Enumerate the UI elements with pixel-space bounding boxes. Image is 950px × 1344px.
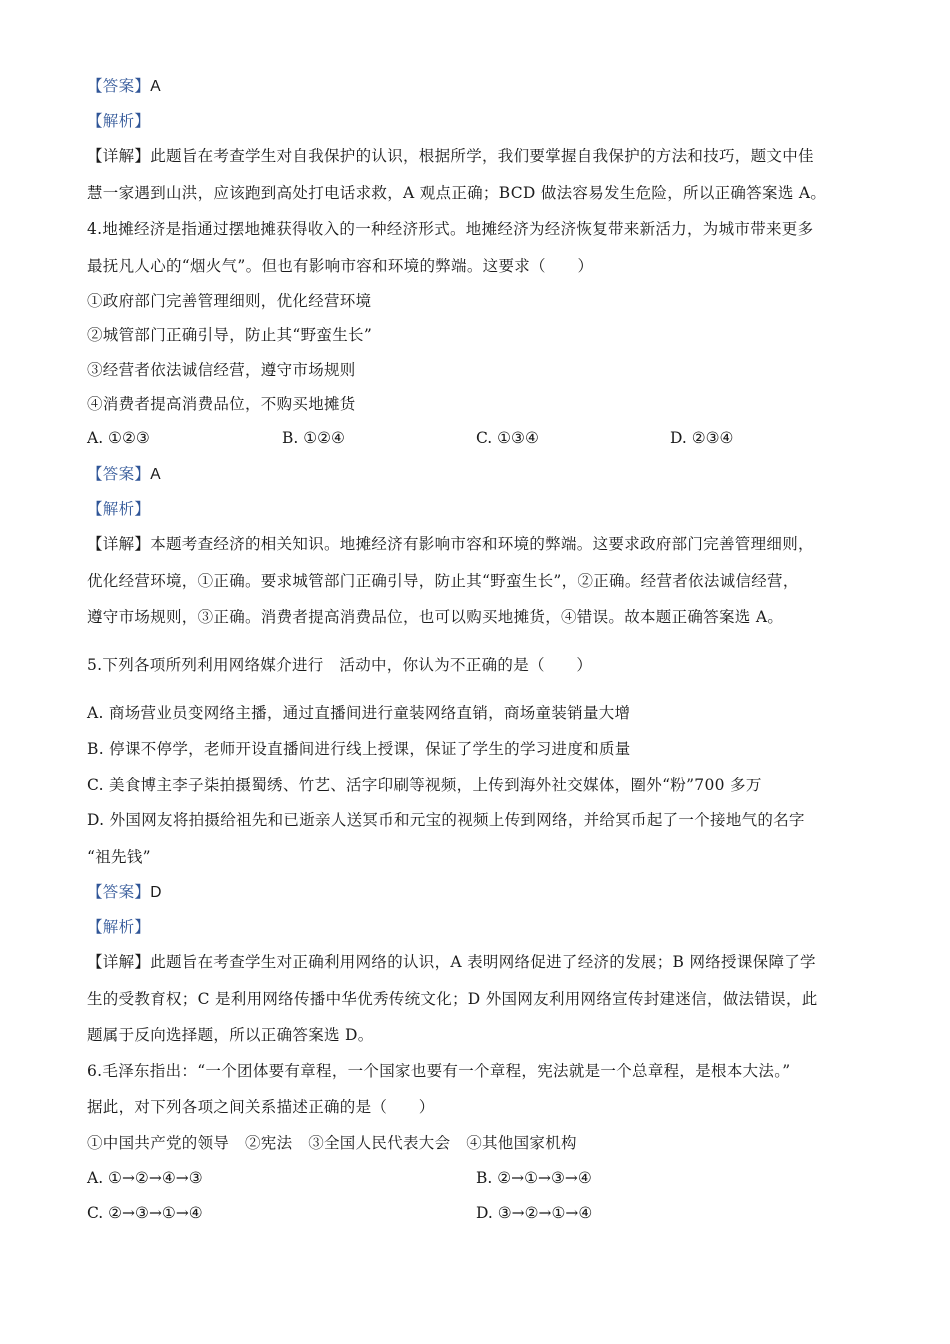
q5-option-c: C. 美食博主李子柒拍摄蜀绣、竹艺、活字印刷等视频，上传到海外社交媒体，圈外“粉”700 多万	[87, 776, 762, 794]
q5-answer-line	[87, 882, 162, 903]
q3-analysis-tag: 【解析】	[87, 112, 151, 130]
q5-option-d-cont: “祖先钱”	[87, 848, 151, 866]
q6-option-b: B. ②→①→③→④	[476, 1169, 592, 1187]
detail-tag: 【详解】	[87, 953, 151, 971]
answer-value: A	[150, 78, 161, 95]
q4-option-c: C. ①③④	[476, 429, 539, 447]
q3-answer-line	[87, 76, 161, 97]
q5-analysis-tag: 【解析】	[87, 918, 151, 936]
q5-detail-line-3: 题属于反向选择题，所以正确答案选 D。	[87, 1026, 374, 1044]
q5-option-d: D. 外国网友将拍摄给祖先和已逝亲人送冥币和元宝的视频上传到网络，并给冥币起了一个接地气的名字	[87, 811, 805, 829]
q4-detail-line-3: 遵守市场规则，③正确。消费者提高消费品位，也可以购买地摊货，④错误。故本题正确答案选 A。	[87, 608, 784, 626]
answer-tag: 【答案】	[87, 465, 151, 483]
q5-stem: 5.下列各项所列利用网络媒介进行 活动中，你认为不正确的是（ ）	[87, 656, 593, 674]
q4-detail-line-1: 【详解】本题考查经济的相关知识。地摊经济有影响市容和环境的弊端。这要求政府部门完善管理细则，	[87, 535, 814, 553]
q3-detail-line-2: 慧一家遇到山洪，应该跑到高处打电话求救，A 观点正确；BCD 做法容易发生危险，所以正确答案选 A。	[87, 184, 827, 202]
q6-stem-line-2: 据此，对下列各项之间关系描述正确的是（ ）	[87, 1098, 435, 1116]
q4-statement-2: ②城管部门正确引导，防止其“野蛮生长”	[87, 326, 373, 344]
q6-stem-line-1: 6.毛泽东指出：“一个团体要有章程，一个国家也要有一个章程，宪法就是一个总章程，是根本大法。”	[87, 1062, 791, 1080]
q6-option-c: C. ②→③→①→④	[87, 1204, 203, 1222]
q4-statement-1: ①政府部门完善管理细则，优化经营环境	[87, 292, 372, 310]
q4-option-d: D. ②③④	[670, 429, 734, 447]
q5-detail-line-1: 【详解】此题旨在考查学生对正确利用网络的认识，A 表明网络促进了经济的发展；B 网络授课保障了学	[87, 953, 816, 971]
q5-option-a: A. 商场营业员变网络主播，通过直播间进行童装网络直销，商场童装销量大增	[87, 704, 631, 722]
q6-statements: ①中国共产党的领导 ②宪法 ③全国人民代表大会 ④其他国家机构	[87, 1134, 577, 1152]
q4-statement-3: ③经营者依法诚信经营，遵守市场规则	[87, 361, 356, 379]
q6-option-d: D. ③→②→①→④	[476, 1204, 593, 1222]
q4-stem-line-2: 最抚凡人心的“烟火气”。但也有影响市容和环境的弊端。这要求（ ）	[87, 257, 594, 275]
q5-option-b: B. 停课不停学，老师开设直播间进行线上授课，保证了学生的学习进度和质量	[87, 740, 631, 758]
q5-detail-line-2: 生的受教育权；C 是利用网络传播中华优秀传统文化；D 外国网友利用网络宣传封建迷信，做法错误，此	[87, 990, 818, 1008]
q4-statement-4: ④消费者提高消费品位，不购买地摊货	[87, 395, 356, 413]
q4-option-b: B. ①②④	[282, 429, 345, 447]
q4-analysis-tag: 【解析】	[87, 500, 151, 518]
detail-tag: 【详解】	[87, 147, 151, 165]
q4-option-a: A. ①②③	[87, 429, 150, 447]
q4-answer-line	[87, 464, 161, 485]
q3-detail-line-1: 【详解】此题旨在考查学生对自我保护的认识，根据所学，我们要掌握自我保护的方法和技巧，题文中佳	[87, 147, 814, 165]
answer-tag: 【答案】	[87, 77, 151, 95]
answer-value: A	[150, 466, 161, 483]
q4-stem-line-1: 4.地摊经济是指通过摆地摊获得收入的一种经济形式。地摊经济为经济恢复带来新活力，为城市带来更多	[87, 220, 814, 238]
answer-tag: 【答案】	[87, 883, 151, 901]
detail-tag: 【详解】	[87, 535, 151, 553]
q6-option-a: A. ①→②→④→③	[87, 1169, 203, 1187]
answer-value: D	[150, 884, 162, 901]
q4-detail-line-2: 优化经营环境，①正确。要求城管部门正确引导，防止其“野蛮生长”，②正确。经营者依法诚信经营，	[87, 572, 799, 590]
